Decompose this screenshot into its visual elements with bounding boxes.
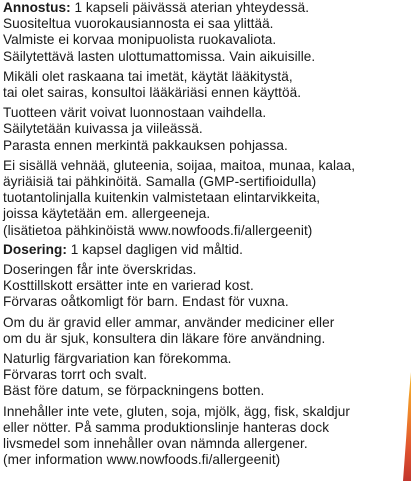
- sv-warning-line: Kosttillskott ersätter inte en varierad kost.: [3, 278, 254, 294]
- fi-pregnancy-line: Mikäli olet raskaana tai imetät, käytät lääkitystä,: [3, 68, 293, 84]
- sv-allergen-line: (mer information www.nowfoods.fi/allergeenit): [3, 452, 281, 468]
- sv-dosage-line: [3, 242, 398, 258]
- decorative-color-stripe: [403, 372, 411, 481]
- sv-allergen-line: livsmedel som innehåller ovan nämnda allergener.: [3, 436, 308, 452]
- fi-pregnancy-line: tai olet sairas, konsultoi lääkäriäsi ennen käyttöä.: [3, 85, 302, 101]
- fi-storage-line: Säilytetään kuivassa ja viileässä.: [3, 121, 203, 137]
- fi-dosage-line: [3, 0, 398, 16]
- sv-allergen-line: Innehåller inte vete, gluten, soja, mjölk, ägg, fisk, skaldjur: [3, 403, 350, 419]
- sv-storage-line: Naturlig färgvariation kan förekomma.: [3, 351, 232, 367]
- fi-allergen-line: Ei sisällä vehnää, gluteenia, soijaa, maitoa, munaa, kalaa,: [3, 157, 356, 173]
- sv-warning-line: Doseringen får inte överskridas.: [3, 262, 197, 278]
- sv-allergen-line: eller nötter. På samma produktionslinje hanteras dock: [3, 419, 330, 435]
- fi-allergen-line: tuotantolinjalla kuitenkin valmistetaan elintarvikkeita,: [3, 190, 321, 206]
- sv-storage-line: Bäst före datum, se förpackningens botten.: [3, 383, 265, 399]
- sv-storage-line: Förvaras torrt och svalt.: [3, 367, 148, 383]
- fi-storage-line: Tuotteen värit voivat luonnostaan vaihdella.: [3, 105, 267, 121]
- fi-warning-line: Säilytettävä lasten ulottumattomissa. Vain aikuisille.: [3, 48, 316, 64]
- fi-allergen-line: joissa käytetään em. allergeeneja.: [3, 206, 211, 222]
- fi-allergen-line: (lisätietoa pähkinöistä www.nowfoods.fi/allergeenit): [3, 222, 313, 238]
- sv-dosage-heading: Dosering:: [3, 241, 67, 257]
- fi-warning-line: Valmiste ei korvaa monipuolista ruokavaliota.: [3, 32, 277, 48]
- fi-dosage-text: 1 kapseli päivässä aterian yhteydessä.: [70, 0, 310, 15]
- fi-dosage-heading: Annostus:: [3, 0, 71, 15]
- fi-storage-line: Parasta ennen merkintä pakkauksen pohjassa.: [3, 137, 288, 153]
- fi-warning-line: Suositeltua vuorokausiannosta ei saa ylittää.: [3, 16, 274, 32]
- fi-allergen-line: äyriäisiä tai pähkinöitä. Samalla (GMP-sertifioidulla): [3, 174, 317, 190]
- sv-pregnancy-line: om du är sjuk, konsultera din läkare före användning.: [3, 330, 326, 346]
- sv-dosage-text: 1 kapsel dagligen vid måltid.: [66, 241, 243, 257]
- supplement-label-text: [3, 0, 398, 468]
- sv-warning-line: Förvaras oåtkomligt för barn. Endast för vuxna.: [3, 294, 289, 310]
- sv-pregnancy-line: Om du är gravid eller ammar, använder mediciner eller: [3, 314, 335, 330]
